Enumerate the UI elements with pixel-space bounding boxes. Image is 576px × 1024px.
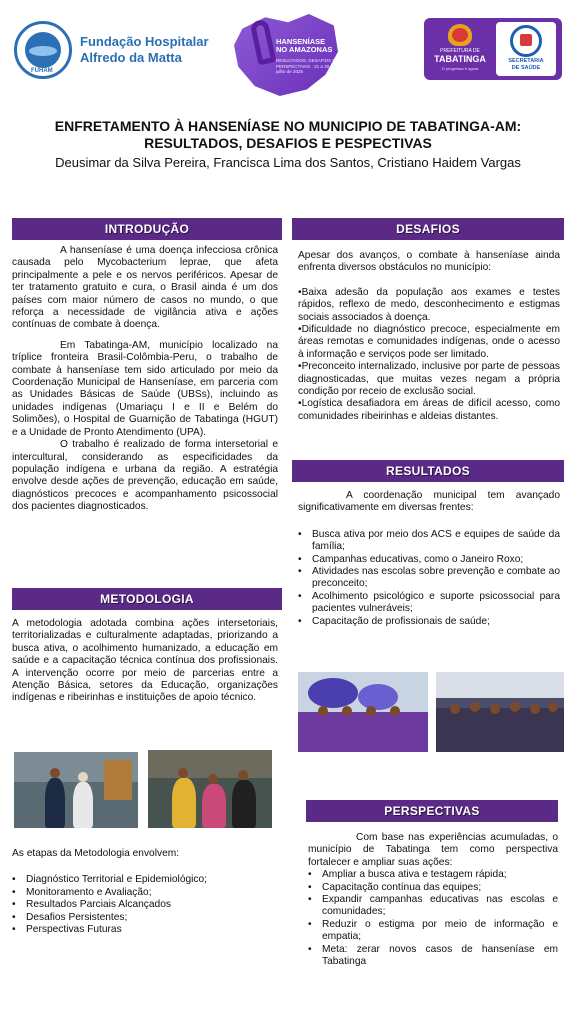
health-cross-icon: [520, 34, 532, 46]
list-item: • Campanhas educativas, como o Janeiro Roxo;: [298, 554, 560, 566]
list-item: • Ampliar a busca ativa e testagem rápida;: [308, 869, 558, 881]
list-item: •Dificuldade no diagnóstico precoce, especialmente em áreas remotas e comunidades indígenas, onde o acesso à informação e serviços pode ser limitado.: [298, 324, 560, 360]
list-item: • Capacitação contínua das equipes;: [308, 882, 558, 894]
fha-line1: Fundação Hospitalar: [80, 34, 209, 49]
resultados-photo-1: [298, 672, 428, 752]
introducao-p2: Em Tabatinga-AM, município localizado na tríplice fronteira Brasil-Colômbia-Peru, o trabalho de combate à hanseníase tem sido articulado por meio da Coordenação Municipal de Hanseníase, em parceria com as Unidades Básicas de Saúde (UBSs), incluindo as unidades indígenas (Umariaçu I e II e Belém do Solimões), o Hospital de Guarnição de Tabatinga (HGUT) e a Unidade de Pronto Atendimento (UPA).: [12, 339, 278, 438]
amazonas-map-icon: [234, 14, 338, 96]
title-line1: ENFRETAMENTO À HANSENÍASE NO MUNICIPIO DE TABATINGA-AM:: [54, 118, 522, 134]
fha-seal-icon: [14, 21, 72, 79]
metodologia-body: [12, 618, 278, 705]
event-logo: [234, 14, 338, 96]
city-name: TABATINGA: [434, 54, 486, 64]
desafios-heading: DESAFIOS: [292, 218, 564, 240]
fha-line2: Alfredo da Matta: [80, 50, 182, 65]
prefeitura-tabatinga: [430, 22, 490, 76]
fha-name: [80, 34, 209, 66]
authors: Deusimar da Silva Pereira, Francisca Lima dos Santos, Cristiano Haidem Vargas: [55, 155, 521, 170]
title-line2: RESULTADOS, DESAFIOS E PESPECTIVAS: [144, 135, 432, 151]
metodologia-steps: [12, 848, 278, 936]
prefeitura-label: PREFEITURA DE: [440, 48, 480, 54]
desafios-intro: Apesar dos avanços, o combate à hanseníase ainda enfrenta diversos obstáculos no município:: [298, 250, 560, 274]
resultados-heading: RESULTADOS: [292, 460, 564, 482]
metodologia-p1: A metodologia adotada combina ações intersetoriais, territorializadas e culturalmente adaptadas, priorizando a busca ativa, o acolhimento humanizado, a educação em saúde e a capacitação técnica contínua dos profissionais. A intervenção ocorre por meio de parcerias entre a Atenção Básica, setores da Educação, organizações indígenas e ribeirinhas e instituições de apoio técnico.: [12, 618, 278, 704]
metodologia-heading: METODOLOGIA: [12, 588, 282, 610]
secretaria-line1: SECRETARIA: [508, 58, 544, 64]
list-item: • Diagnóstico Territorial e Epidemiológico;: [12, 874, 278, 886]
secretaria-line2: DE SAÚDE: [511, 64, 541, 71]
list-item: •Baixa adesão da população aos exames e testes rápidos, reflexo de medo, desconhecimento e estigmas sociais associados à doença.: [298, 286, 560, 323]
list-item: • Reduzir o estigma por meio de informação e empatia;: [308, 919, 558, 944]
event-subtitle: RESULTADOS, DESAFIOS E PERSPECTIVAS · 21 a 30 de julho de 2025: [276, 58, 336, 74]
list-item: •Logística desafiadora em áreas de difícil acesso, como comunidades ribeirinhas e aldeias distantes.: [298, 398, 560, 422]
metodologia-steps-intro: As etapas da Metodologia envolvem:: [12, 848, 180, 859]
fha-tag: FUHAM: [31, 68, 53, 74]
perspectivas-list: [308, 869, 558, 968]
perspectivas-heading: PERSPECTIVAS: [306, 800, 558, 822]
list-item: • Resultados Parciais Alcançados: [12, 899, 278, 911]
list-item: • Expandir campanhas educativas nas escolas e comunidades;: [308, 894, 558, 919]
prefeitura-logo: [424, 18, 562, 80]
secretaria-label: [496, 58, 556, 71]
list-item: • Perspectivas Futuras: [12, 924, 278, 936]
list-item: • Atividades nas escolas sobre prevenção e combate ao preconceito;: [298, 566, 560, 591]
event-title: HANSENÍASE NO AMAZONAS: [276, 37, 333, 54]
list-item: • Monitoramento e Avaliação;: [12, 887, 278, 899]
list-item: • Capacitação de profissionais de saúde;: [298, 616, 560, 628]
introducao-p3: O trabalho é realizado de forma intersetorial e intercultural, considerando as especificidades da população indígena e urbana da região. A estratégia envolve desde ações de prevenção, educação em saúde, diagnósticos precoces e acompanhamento psicossocial dos pacientes diagnosticados.: [12, 439, 278, 513]
poster-title: [20, 118, 556, 152]
resultados-photo-2: [436, 672, 564, 752]
list-item: •Preconceito internalizado, inclusive por parte de pessoas diagnosticadas, que muitas vezes negam a própria condição por receio de exclusão social.: [298, 361, 560, 398]
metodologia-photo-1: [14, 752, 138, 828]
perspectivas-intro: Com base nas experiências acumuladas, o município de Tabatinga tem como perspectiva fortalecer e ampliar suas ações:: [308, 832, 558, 868]
introducao-p1: A hanseníase é uma doença infecciosa crônica causada pelo Mycobacterium leprae, que afeta principalmente a pele e os nervos periféricos. Apesar de ter tratamento gratuito e cura, o Brasil ainda é um dos países com maior número de casos no mundo, o que reforça a necessidade de vigilância ativa e ações contínuas de combate à doença.: [12, 245, 278, 331]
introducao-body: [12, 245, 278, 514]
desafios-list: [298, 287, 560, 423]
resultados-body: [298, 490, 560, 628]
fha-logo: [14, 22, 214, 78]
list-item: • Acolhimento psicológico e suporte psicossocial para pacientes vulneráveis;: [298, 591, 560, 616]
secretaria-saude: [496, 22, 556, 76]
list-item: • Desafios Persistentes;: [12, 912, 278, 924]
city-slogan: O progresso é agora: [441, 66, 479, 71]
resultados-list: [298, 529, 560, 628]
metodologia-steps-list: [12, 874, 278, 936]
list-item: • Busca ativa por meio dos ACS e equipes de saúde da família;: [298, 529, 560, 554]
introducao-heading: INTRODUÇÃO: [12, 218, 282, 240]
resultados-intro: A coordenação municipal tem avançado significativamente em diversas frentes:: [298, 490, 560, 514]
perspectivas-body: [308, 832, 558, 968]
desafios-body: [298, 250, 560, 423]
list-item: • Meta: zerar novos casos de hanseníase em Tabatinga: [308, 944, 558, 969]
metodologia-photo-2: [148, 750, 272, 828]
